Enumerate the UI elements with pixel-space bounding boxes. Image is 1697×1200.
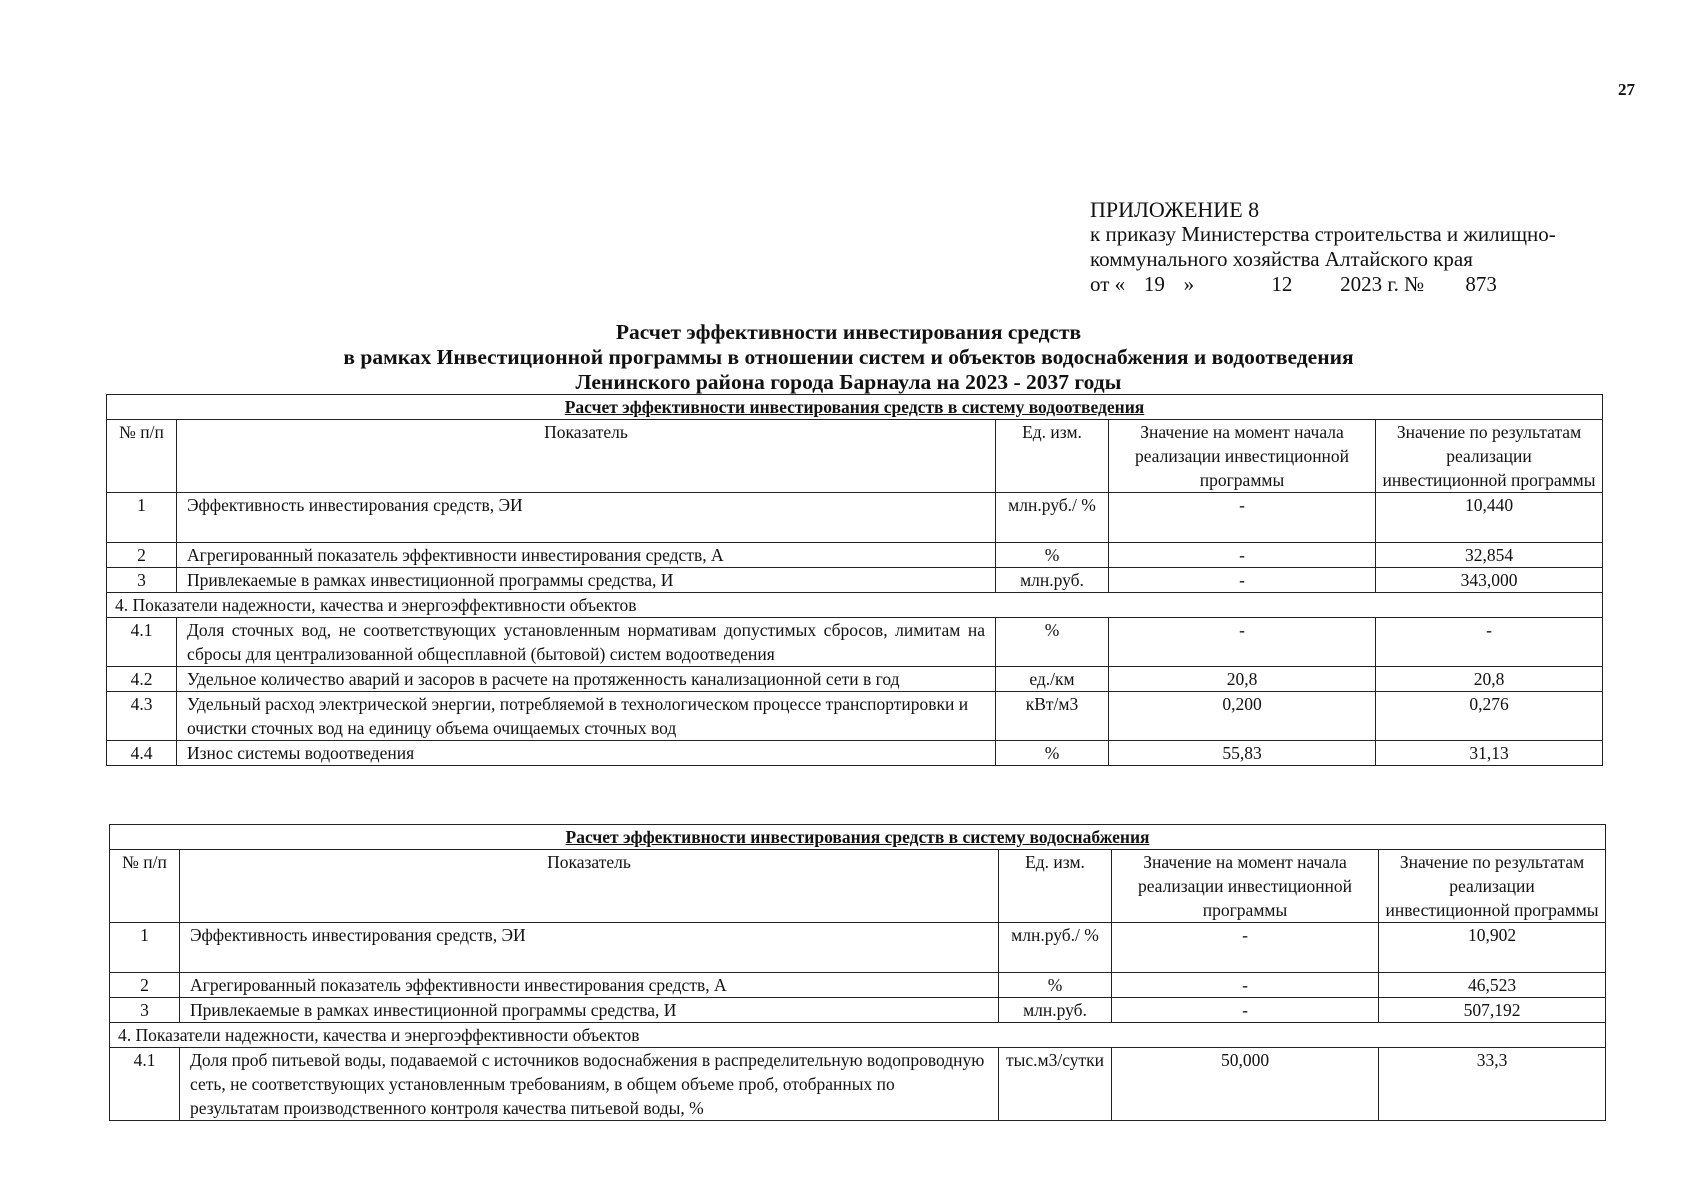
row-start-value: 55,83 <box>1109 741 1376 766</box>
row-num: 4.1 <box>110 1048 180 1121</box>
row-num: 4.3 <box>107 692 177 741</box>
row-start-value: - <box>1109 618 1376 667</box>
document-title-line-1: Расчет эффективности инвестирования средств <box>615 320 1082 344</box>
row-result-value: 10,902 <box>1379 923 1606 973</box>
section-heading: 4. Показатели надежности, качества и энергоэффективности объектов <box>107 593 1603 618</box>
row-start-value: - <box>1112 923 1379 973</box>
row-indicator: Привлекаемые в рамках инвестиционной программы средства, И <box>180 998 999 1023</box>
table-caption: Расчет эффективности инвестирования средств в систему водоснабжения <box>110 825 1606 850</box>
row-indicator: Износ системы водоотведения <box>177 741 996 766</box>
document-title <box>0 320 1697 395</box>
header-num: № п/п <box>107 420 177 493</box>
row-unit: % <box>999 973 1112 998</box>
water-supply-efficiency-table <box>109 824 1606 1121</box>
appendix-block <box>1090 197 1660 297</box>
row-num: 1 <box>107 493 177 543</box>
row-unit: млн.руб. <box>996 568 1109 593</box>
date-month: 12 <box>1271 272 1293 296</box>
row-indicator: Эффективность инвестирования средств, ЭИ <box>180 923 999 973</box>
row-start-value: 50,000 <box>1112 1048 1379 1121</box>
page-number: 27 <box>1618 80 1635 99</box>
table-row <box>110 1048 1606 1121</box>
row-num: 1 <box>110 923 180 973</box>
row-unit: % <box>996 618 1109 667</box>
row-num: 4.2 <box>107 667 177 692</box>
row-result-value: - <box>1376 618 1603 667</box>
order-number: 873 <box>1465 272 1497 296</box>
row-result-value: 0,276 <box>1376 692 1603 741</box>
header-unit: Ед. изм. <box>996 420 1109 493</box>
date-year: 2023 г. № <box>1340 272 1425 296</box>
row-start-value: 0,200 <box>1109 692 1376 741</box>
header-indicator: Показатель <box>180 850 999 923</box>
row-unit: % <box>996 741 1109 766</box>
row-num: 4.4 <box>107 741 177 766</box>
appendix-date-line <box>1090 272 1660 297</box>
header-result-value: Значение по результатам реализации инвестиционной программы <box>1379 850 1606 923</box>
document-title-line-2: в рамках Инвестиционной программы в отношении систем и объектов водоснабжения и водоотведения <box>343 345 1354 369</box>
header-result-value: Значение по результатам реализации инвестиционной программы <box>1376 420 1603 493</box>
row-start-value: - <box>1109 543 1376 568</box>
row-result-value: 31,13 <box>1376 741 1603 766</box>
row-unit: ед./км <box>996 667 1109 692</box>
row-num: 2 <box>107 543 177 568</box>
document-title-line-3: Ленинского района города Барнаула на 2023 - 2037 годы <box>575 370 1122 394</box>
row-result-value: 507,192 <box>1379 998 1606 1023</box>
row-result-value: 10,440 <box>1376 493 1603 543</box>
date-prefix: от « <box>1090 272 1126 296</box>
table-row <box>110 973 1606 998</box>
row-start-value: - <box>1109 568 1376 593</box>
row-num: 3 <box>110 998 180 1023</box>
row-result-value: 46,523 <box>1379 973 1606 998</box>
row-result-value: 32,854 <box>1376 543 1603 568</box>
row-indicator: Доля проб питьевой воды, подаваемой с источников водоснабжения в распределительную водопроводную сеть, не соответствующих установленным требованиям, в общем объеме проб, отобранных по результатам производственного контроля качества питьевой воды, % <box>180 1048 999 1121</box>
row-unit: кВт/м3 <box>996 692 1109 741</box>
sewage-efficiency-table <box>106 394 1603 766</box>
row-unit: % <box>996 543 1109 568</box>
header-indicator: Показатель <box>177 420 996 493</box>
row-start-value: - <box>1112 998 1379 1023</box>
date-day-suffix: » <box>1183 272 1195 296</box>
appendix-title: ПРИЛОЖЕНИЕ 8 <box>1090 197 1260 222</box>
table-row <box>107 493 1603 543</box>
row-unit: млн.руб./ % <box>996 493 1109 543</box>
table-row <box>107 741 1603 766</box>
row-indicator: Удельный расход электрической энергии, потребляемой в технологическом процессе транспортировки и очистки сточных вод на единицу объема очищаемых сточных вод <box>177 692 996 741</box>
table-row <box>107 543 1603 568</box>
table-row <box>107 618 1603 667</box>
table-row <box>107 568 1603 593</box>
row-indicator: Привлекаемые в рамках инвестиционной программы средства, И <box>177 568 996 593</box>
row-start-value: - <box>1109 493 1376 543</box>
row-start-value: - <box>1112 973 1379 998</box>
row-indicator: Доля сточных вод, не соответствующих установленным нормативам допустимых сбросов, лимитам на сбросы для централизованной общесплавной (бытовой) систем водоотведения <box>177 618 996 667</box>
header-start-value: Значение на момент начала реализации инвестиционной программы <box>1109 420 1376 493</box>
row-unit: млн.руб./ % <box>999 923 1112 973</box>
row-indicator: Эффективность инвестирования средств, ЭИ <box>177 493 996 543</box>
row-indicator: Удельное количество аварий и засоров в расчете на протяженность канализационной сети в год <box>177 667 996 692</box>
row-num: 2 <box>110 973 180 998</box>
row-unit: тыс.м3/сутки <box>999 1048 1112 1121</box>
date-day: 19 <box>1143 272 1165 296</box>
row-num: 4.1 <box>107 618 177 667</box>
row-result-value: 343,000 <box>1376 568 1603 593</box>
table-row <box>110 923 1606 973</box>
table-row <box>107 692 1603 741</box>
row-num: 3 <box>107 568 177 593</box>
section-heading: 4. Показатели надежности, качества и энергоэффективности объектов <box>110 1023 1606 1048</box>
row-result-value: 20,8 <box>1376 667 1603 692</box>
row-result-value: 33,3 <box>1379 1048 1606 1121</box>
appendix-line-2: коммунального хозяйства Алтайского края <box>1090 247 1473 271</box>
row-indicator: Агрегированный показатель эффективности инвестирования средств, А <box>177 543 996 568</box>
table-row <box>110 998 1606 1023</box>
appendix-line-1: к приказу Министерства строительства и жилищно- <box>1090 222 1556 246</box>
row-start-value: 20,8 <box>1109 667 1376 692</box>
header-start-value: Значение на момент начала реализации инвестиционной программы <box>1112 850 1379 923</box>
table-caption: Расчет эффективности инвестирования средств в систему водоотведения <box>107 395 1603 420</box>
table-row <box>107 667 1603 692</box>
header-unit: Ед. изм. <box>999 850 1112 923</box>
header-num: № п/п <box>110 850 180 923</box>
row-unit: млн.руб. <box>999 998 1112 1023</box>
row-indicator: Агрегированный показатель эффективности инвестирования средств, А <box>180 973 999 998</box>
